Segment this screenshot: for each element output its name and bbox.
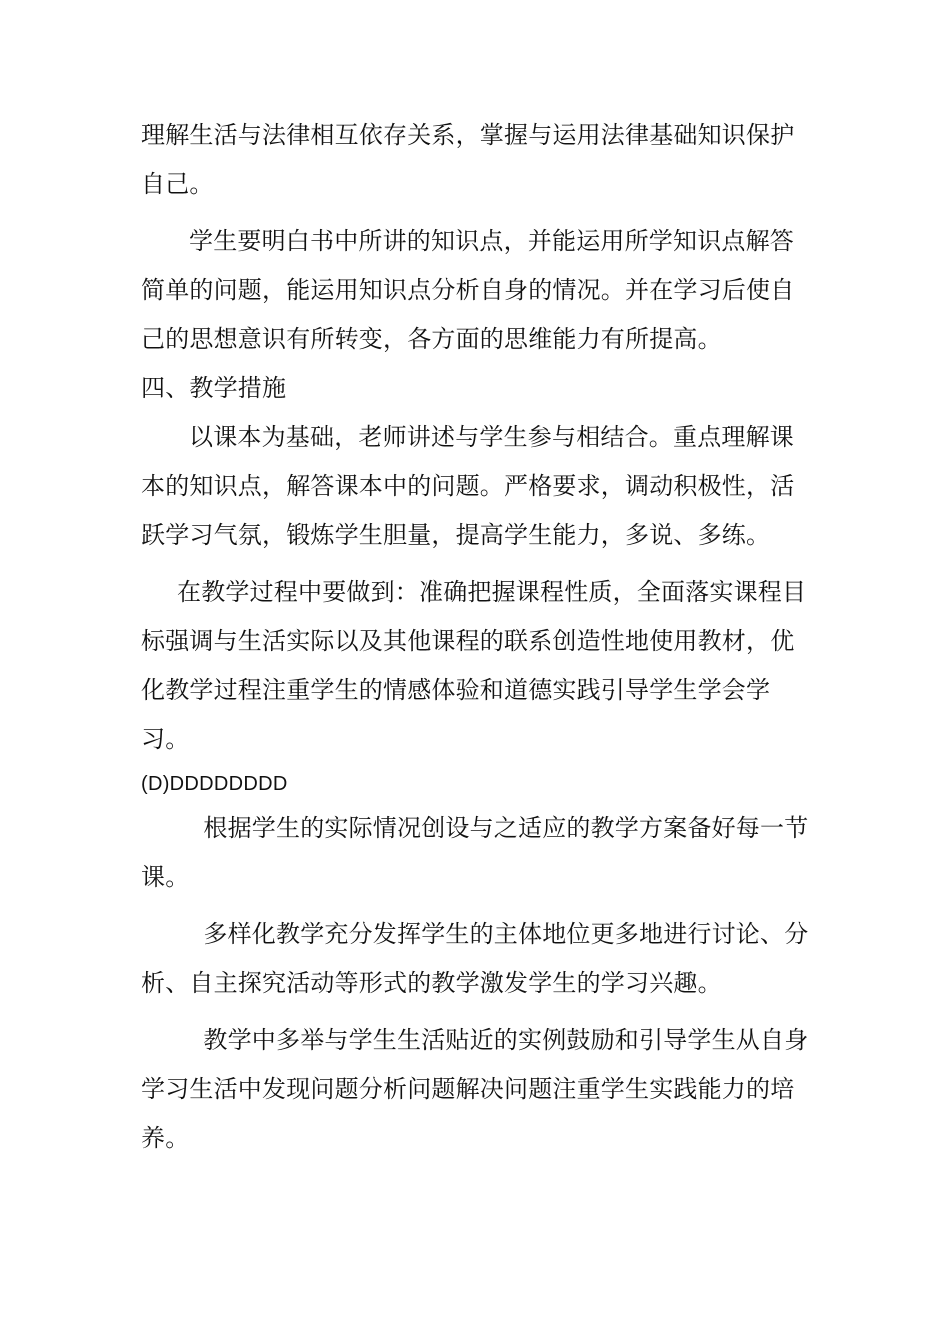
paragraph-diverse-teaching: 多样化教学充分发挥学生的主体地位更多地进行讨论、分析、自主探究活动等形式的教学激发学生的学习兴趣。: [141, 920, 809, 997]
paragraph-learning-goals: 学生要明白书中所讲的知识点，并能运用所学知识点解答简单的问题，能运用知识点分析自身的情况。并在学习后使自己的思想意识有所转变，各方面的思维能力有所提高。: [141, 227, 795, 353]
document-body: [141, 111, 813, 1163]
section-heading-placeholder: (D)DDDDDDDD: [141, 773, 288, 795]
paragraph-law-knowledge: 理解生活与法律相互依存关系，掌握与运用法律基础知识保护自己。: [141, 121, 795, 198]
paragraph-real-examples: 教学中多举与学生生活贴近的实例鼓励和引导学生从自身学习生活中发现问题分析问题解决问题注重学生实践能力的培养。: [141, 1026, 809, 1152]
paragraph-teaching-process: 在教学过程中要做到：准确把握课程性质，全面落实课程目标强调与生活实际以及其他课程的联系创造性地使用教材，优化教学过程注重学生的情感体验和道德实践引导学生学会学习。: [141, 578, 807, 753]
paragraph-lesson-plan: 根据学生的实际情况创设与之适应的教学方案备好每一节课。: [141, 814, 809, 891]
paragraph-textbook-basis: 以课本为基础，老师讲述与学生参与相结合。重点理解课本的知识点，解答课本中的问题。严格要求，调动积极性，活跃学习气氛，锻炼学生胆量，提高学生能力，多说、多练。: [141, 423, 795, 549]
section-heading-teaching-measures: 四、教学措施: [141, 374, 287, 402]
